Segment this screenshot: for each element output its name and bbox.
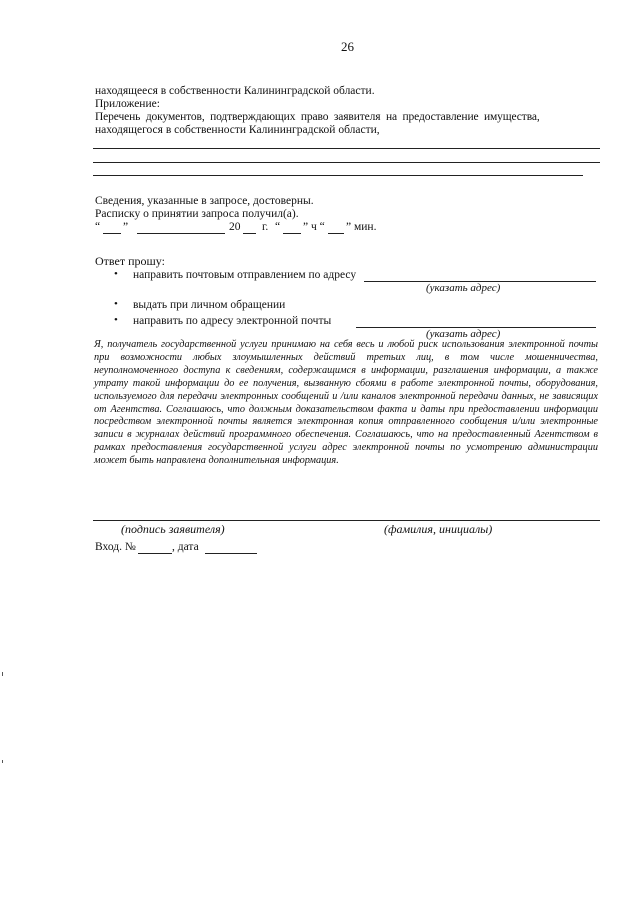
scan-speck (2, 672, 3, 676)
year-suffix: г. (262, 221, 269, 233)
minute-blank (328, 233, 344, 234)
email-address-hint: (указать адрес) (426, 328, 501, 340)
date-quote-close: ” (123, 221, 129, 233)
option-postal: направить почтовым отправлением по адресу (133, 269, 357, 281)
bullet-icon: • (114, 298, 118, 310)
year-blank (243, 233, 256, 234)
consent-paragraph: Я, получатель государственной услуги принимаю на себя весь и любой риск использования электронной почты при возможности любых злоумышленных действий третьих лиц, в том числе мошенничества, неуполномоченного доступа к сведениям, содержащимся в информации, разглашения информации, а также утрату такой информации до ее получения, вызванную сбоями в работе электронной почты, оборудования, используемого для передачи электронных сообщений и /или каналов электронной передачи данных, не зависящих от Агентства. Соглашаюсь, что должным доказательством факта и даты при предоставлении информации посредством электронной почты является электронная копия отправленного сообщения и/или электронные записи в журналах действий программного обеспечения. Соглашаюсь, что на предоставленный Агентством в рамках предоставления государственной услуги адрес электронной почты по усмотрению администрации может быть направлена дополнительная информация. (94, 339, 598, 467)
intro-line-4: находящегося в собственности Калининградской области, (95, 124, 380, 136)
name-label: (фамилия, инициалы) (384, 522, 493, 536)
scan-speck (2, 760, 3, 763)
documents-line-2 (93, 162, 600, 163)
hour-quote-close: ” ч “ (303, 221, 325, 233)
intro-line-1: находящееся в собственности Калининградской области. (95, 85, 375, 97)
hour-blank (283, 233, 301, 234)
incoming-date-blank (205, 553, 257, 554)
minute-close: ” мин. (346, 221, 377, 233)
intro-line-3: Перечень документов, подтверждающих право заявителя на предоставление имущества, (95, 111, 540, 123)
date-quote-open: “ (95, 221, 101, 233)
incoming-date-label: , дата (172, 541, 199, 553)
signature-line (93, 520, 600, 521)
option-personal: выдать при личном обращении (133, 299, 286, 311)
hour-quote-open: “ (275, 221, 281, 233)
bullet-icon: • (114, 268, 118, 280)
confirm-line-1: Сведения, указанные в запросе, достоверны. (95, 195, 314, 207)
postal-address-hint: (указать адрес) (426, 282, 501, 294)
confirm-line-2: Расписку о принятии запроса получил(а). (95, 208, 299, 220)
documents-line-1 (93, 148, 600, 149)
documents-line-3 (93, 175, 583, 176)
page-number: 26 (341, 39, 354, 54)
year-prefix: 20 (229, 221, 241, 233)
intro-line-2: Приложение: (95, 98, 160, 110)
bullet-icon: • (114, 314, 118, 326)
day-blank (103, 233, 121, 234)
answer-title: Ответ прошу: (95, 254, 165, 268)
incoming-number-blank (138, 553, 172, 554)
option-email: направить по адресу электронной почты (133, 315, 332, 327)
incoming-number-label: Вход. № (95, 541, 136, 553)
month-blank (137, 233, 225, 234)
signature-label: (подпись заявителя) (121, 522, 225, 536)
